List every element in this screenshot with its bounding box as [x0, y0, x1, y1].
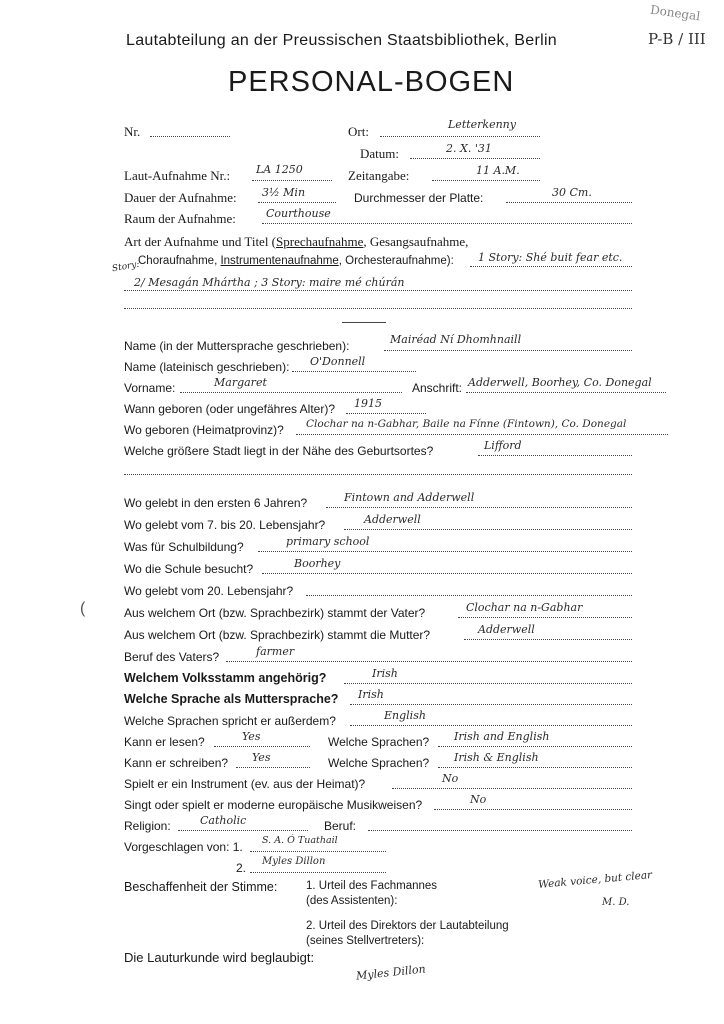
q3-line — [258, 551, 632, 552]
q6-value: Clochar na n-Gabhar — [466, 601, 583, 614]
dauer-label: Dauer der Aufnahme: — [124, 190, 237, 205]
q14-line — [392, 788, 632, 789]
raum-value: Courthouse — [266, 207, 331, 220]
vorname-line — [180, 392, 402, 393]
art-line-3 — [124, 308, 632, 309]
vorg-label: Vorgeschlagen von: 1. — [124, 840, 243, 854]
q3-label: Was für Schulbildung? — [124, 540, 244, 554]
art-line-2 — [124, 290, 632, 291]
ort-label: Ort: — [348, 124, 369, 139]
q2-value: Adderwell — [364, 513, 421, 526]
q13b-value: Irish & English — [454, 751, 539, 764]
religion-label: Religion: — [124, 819, 171, 833]
art-label-part3b: , Orchesteraufnahme): — [338, 255, 454, 267]
margin-bracket: ( — [80, 600, 86, 617]
q1-line — [326, 507, 632, 508]
story-margin-note: Story: — [111, 259, 141, 275]
q10-value: Irish — [358, 688, 384, 701]
art-value-2: 2/ Mesagán Mhártha ; 3 Story: maire mé chúrán — [134, 276, 405, 289]
name-latein-label: Name (lateinisch geschrieben): — [124, 360, 290, 374]
vorg2-value: Myles Dillon — [262, 856, 326, 867]
laut-line — [252, 180, 332, 181]
voice-u2-sub: (seines Stellvertreters): — [306, 935, 425, 947]
q5-label: Wo gelebt vom 20. Lebensjahr? — [124, 584, 294, 598]
beruf-line — [368, 830, 632, 831]
q8-value: farmer — [256, 645, 295, 658]
name-mutter-value: Mairéad Ní Dhomhnaill — [390, 333, 522, 346]
beruf-label: Beruf: — [324, 819, 357, 833]
stadt-label: Welche größere Stadt liegt in der Nähe des Geburtsortes? — [124, 444, 434, 458]
q13-label: Kann er schreiben? — [124, 756, 229, 770]
art-label-sprech: Sprechaufnahme — [276, 234, 364, 249]
voice-label: Beschaffenheit der Stimme: — [124, 880, 278, 894]
ort-line — [380, 136, 540, 137]
q15-line — [434, 809, 632, 810]
q4-label: Wo die Schule besucht? — [124, 562, 254, 576]
datum-line — [410, 158, 540, 159]
stadt-line — [478, 455, 632, 456]
q13b-label: Welche Sprachen? — [328, 756, 430, 770]
vorg2-label: 2. — [236, 861, 247, 875]
name-latein-line — [292, 371, 416, 372]
q7-label: Aus welchem Ort (bzw. Sprachbezirk) stammt die Mutter? — [124, 628, 431, 642]
q13-value: Yes — [252, 751, 271, 764]
zeit-value: 11 A.M. — [476, 164, 520, 177]
q4-value: Boorhey — [294, 557, 341, 570]
art-label-instr: Instrumentenaufnahme — [220, 255, 339, 267]
q4-line — [262, 573, 632, 574]
q10-label: Welche Sprache als Muttersprache? — [124, 692, 339, 706]
q2-line — [344, 529, 632, 530]
archive-stamp — [649, 3, 701, 24]
q15-label: Singt oder spielt er moderne europäische Musikweisen? — [124, 798, 423, 812]
q13-line — [236, 767, 310, 768]
nr-label: Nr. — [124, 124, 141, 139]
geboren-line — [346, 413, 426, 414]
q10-line — [350, 704, 632, 705]
zeit-label: Zeitangabe: — [348, 168, 410, 183]
q6-line — [458, 617, 632, 618]
durch-label: Durchmesser der Platte: — [354, 191, 484, 205]
q1-label: Wo gelebt in den ersten 6 Jahren? — [124, 496, 308, 510]
q14-label: Spielt er ein Instrument (ev. aus der Heimat)? — [124, 777, 366, 791]
datum-value: 2. X. '31 — [446, 142, 492, 155]
raum-label: Raum der Aufnahme: — [124, 211, 236, 226]
laut-value: LA 1250 — [256, 163, 303, 176]
geboren-value: 1915 — [354, 397, 382, 410]
voice-u1-initials: M. D. — [602, 897, 630, 908]
q15-value: No — [470, 793, 487, 806]
vorname-value: Margaret — [214, 376, 267, 389]
q11-label: Welche Sprachen spricht er außerdem? — [124, 714, 336, 728]
q12b-value: Irish and English — [454, 730, 550, 743]
zeit-line — [432, 180, 540, 181]
anschrift-line — [466, 392, 666, 393]
anschrift-label: Anschrift: — [412, 381, 463, 395]
page-title: PERSONAL-BOGEN — [228, 66, 515, 98]
q7-value: Adderwell — [478, 623, 535, 636]
institution-heading: Lautabteilung an der Preussischen Staatsbibliothek, Berlin — [126, 32, 557, 49]
q5-line — [306, 595, 632, 596]
q11-value: English — [384, 709, 426, 722]
wo-geb-label: Wo geboren (Heimatprovinz)? — [124, 423, 284, 437]
voice-u2-label: 2. Urteil des Direktors der Lautabteilung — [306, 920, 509, 932]
stadt-line-2 — [124, 474, 632, 475]
archive-label: Donegal — [649, 2, 702, 24]
q13b-line — [438, 767, 632, 768]
q12-line — [214, 746, 310, 747]
q9-line — [344, 683, 632, 684]
q8-line — [226, 661, 632, 662]
q1-value: Fintown and Adderwell — [344, 491, 475, 504]
art-label-part1: Art der Aufnahme und Titel ( — [124, 234, 277, 249]
art-value-1: 1 Story: Shé buit fear etc. — [478, 251, 623, 264]
dauer-value: 3½ Min — [262, 186, 306, 199]
vorg1-value: S. A. Ó Tuathail — [262, 835, 338, 846]
stadt-value: Lifford — [484, 439, 522, 452]
vorname-label: Vorname: — [124, 381, 176, 395]
footer-label: Die Lauturkunde wird beglaubigt: — [124, 950, 315, 965]
q8-label: Beruf des Vaters? — [124, 650, 220, 664]
q12b-line — [438, 746, 632, 747]
wo-geb-value: Clochar na n-Gabhar, Baile na Fínne (Fintown), Co. Donegal — [306, 418, 627, 430]
section-divider — [342, 322, 386, 323]
archive-ref: P-B / III — [648, 30, 706, 48]
datum-label: Datum: — [360, 146, 399, 161]
q11-line — [350, 725, 632, 726]
ort-value: Letterkenny — [448, 118, 516, 131]
art-line-1 — [470, 266, 632, 267]
geboren-label: Wann geboren (oder ungefähres Alter)? — [124, 402, 336, 416]
nr-line — [150, 136, 230, 137]
name-latein-value: O'Donnell — [310, 355, 366, 368]
q9-value: Irish — [372, 667, 398, 680]
religion-line — [178, 830, 308, 831]
q7-line — [464, 639, 632, 640]
q12-label: Kann er lesen? — [124, 735, 205, 749]
wo-geb-line — [296, 434, 668, 435]
durch-line — [506, 202, 632, 203]
religion-value: Catholic — [200, 814, 247, 827]
q12-value: Yes — [242, 730, 261, 743]
q6-label: Aus welchem Ort (bzw. Sprachbezirk) stammt der Vater? — [124, 606, 426, 620]
art-label-line1 — [124, 234, 468, 250]
q9-label: Welchem Volksstamm angehörig? — [124, 671, 327, 685]
art-label-line2 — [138, 255, 454, 267]
voice-u1-value: Weak voice, but clear — [537, 869, 653, 891]
raum-line — [262, 223, 632, 224]
q12b-label: Welche Sprachen? — [328, 735, 430, 749]
voice-u1-label: 1. Urteil des Fachmannes — [306, 880, 438, 892]
vorg1-line — [250, 851, 386, 852]
vorg2-line — [250, 872, 386, 873]
q14-value: No — [442, 772, 459, 785]
durch-value: 30 Cm. — [552, 186, 592, 199]
name-mutter-label: Name (in der Muttersprache geschrieben): — [124, 339, 350, 353]
voice-u1-sub: (des Assistenten): — [306, 895, 398, 907]
art-label-part3a: Choraufnahme, — [138, 255, 221, 267]
footer-signature: Myles Dillon — [355, 962, 427, 983]
dauer-line — [258, 202, 336, 203]
q2-label: Wo gelebt vom 7. bis 20. Lebensjahr? — [124, 518, 326, 532]
laut-label: Laut-Aufnahme Nr.: — [124, 168, 231, 183]
anschrift-value: Adderwell, Boorhey, Co. Donegal — [468, 376, 652, 389]
art-label-part2: , Gesangsaufnahme, — [363, 234, 469, 249]
q3-value: primary school — [286, 535, 370, 548]
name-mutter-line — [384, 350, 632, 351]
